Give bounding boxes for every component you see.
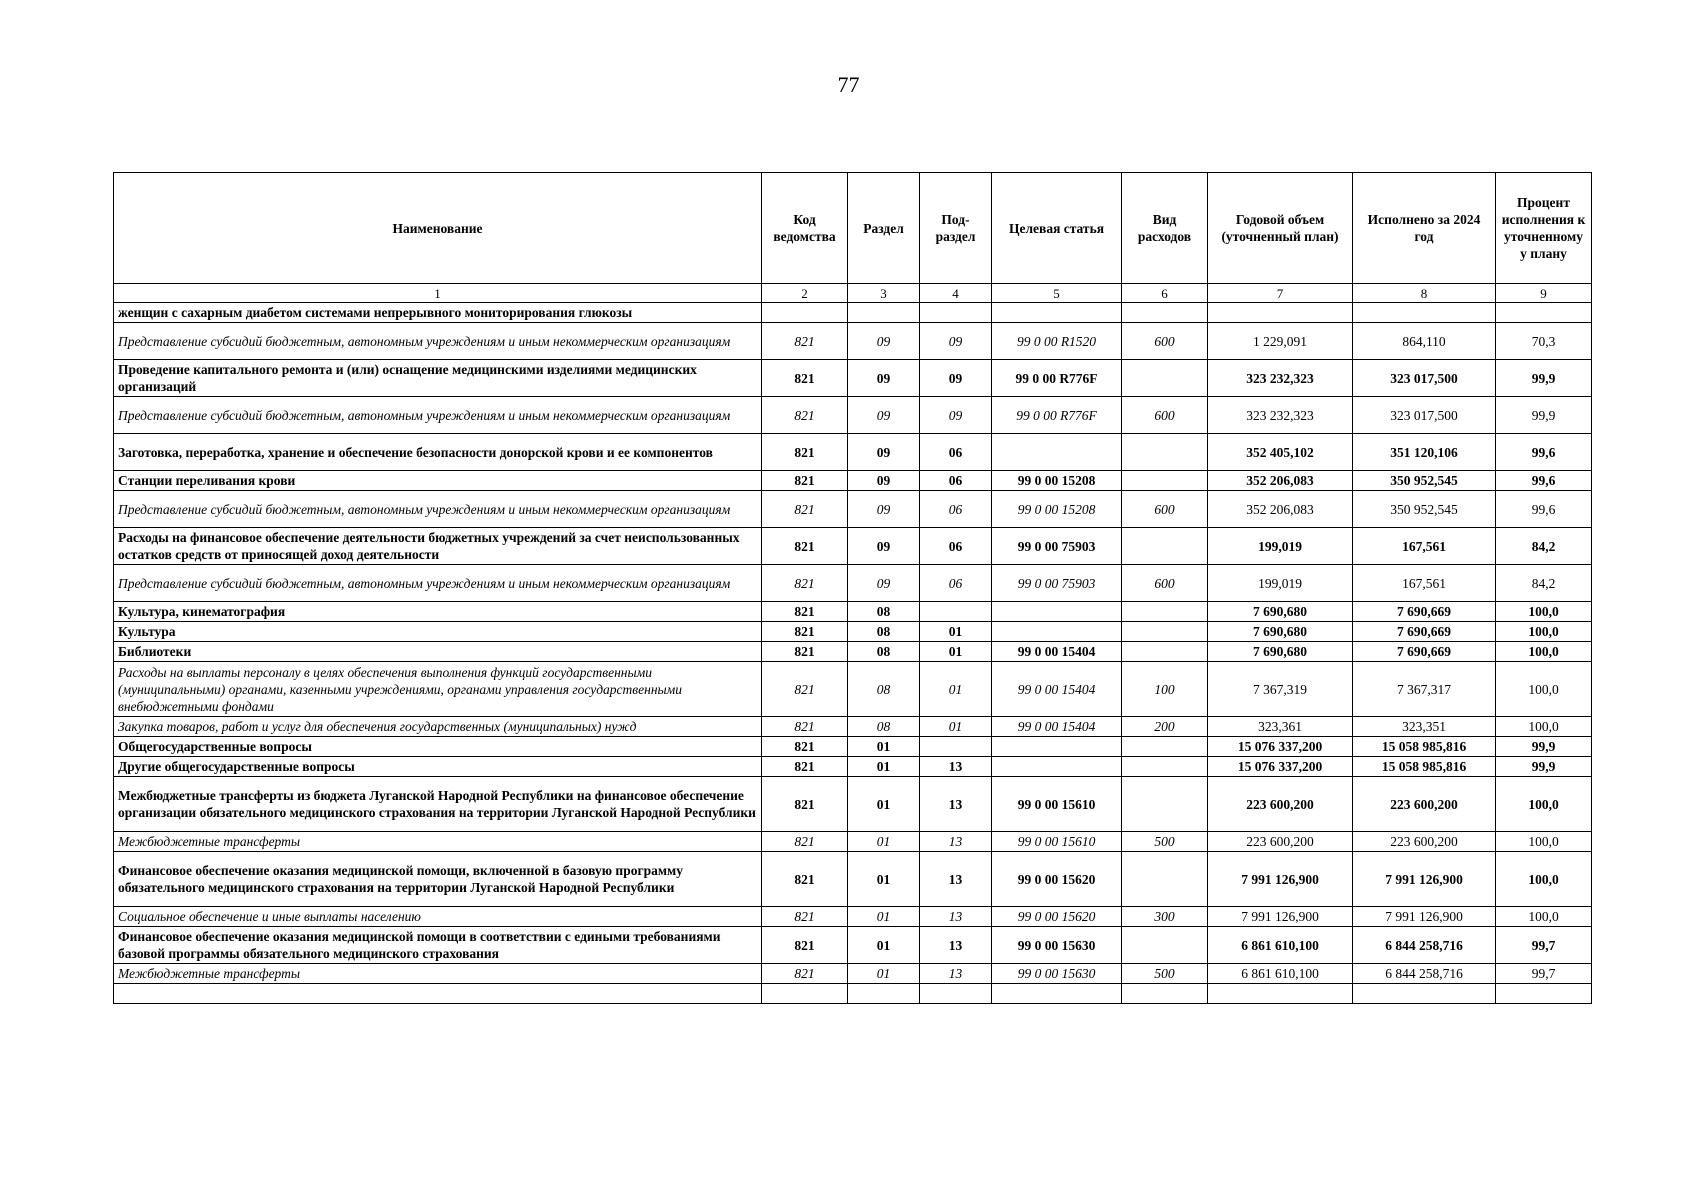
expense-type-cell: 300	[1122, 907, 1208, 927]
subsection-cell: 06	[920, 565, 992, 602]
target-article-cell	[992, 737, 1122, 757]
row-name-cell: Проведение капитального ремонта и (или) оснащение медицинскими изделиями медицинских организаций	[114, 360, 762, 397]
table-row	[114, 602, 1592, 622]
subsection-cell: 09	[920, 323, 992, 360]
row-name-cell: Социальное обеспечение и иные выплаты населению	[114, 907, 762, 927]
annual-plan-cell: 199,019	[1208, 565, 1353, 602]
section-cell: 01	[848, 757, 920, 777]
dept-code-cell: 821	[762, 852, 848, 907]
annual-plan-cell: 7 367,319	[1208, 662, 1353, 717]
empty-cell	[920, 984, 992, 1004]
empty-cell	[762, 984, 848, 1004]
row-name-cell: Расходы на финансовое обеспечение деятельности бюджетных учреждений за счет неиспользованных остатков средств от приносящей доход деятельности	[114, 528, 762, 565]
column-number: 8	[1353, 284, 1496, 303]
target-article-cell: 99 0 00 15630	[992, 964, 1122, 984]
executed-cell: 864,110	[1353, 323, 1496, 360]
executed-cell: 7 690,669	[1353, 642, 1496, 662]
column-number: 4	[920, 284, 992, 303]
header-subsection: Под-раздел	[920, 173, 992, 284]
table-row	[114, 927, 1592, 964]
percent-cell: 100,0	[1496, 852, 1592, 907]
subsection-cell: 13	[920, 927, 992, 964]
target-article-cell: 99 0 00 15620	[992, 852, 1122, 907]
header-pct: Процент исполнения к уточненному у плану	[1496, 173, 1592, 284]
empty-cell	[1496, 984, 1592, 1004]
percent-cell: 100,0	[1496, 717, 1592, 737]
dept-code-cell: 821	[762, 737, 848, 757]
row-name-cell: Финансовое обеспечение оказания медицинской помощи, включенной в базовую программу обязательного медицинского страхования на территории Луганской Народной Республики	[114, 852, 762, 907]
executed-cell: 323 017,500	[1353, 360, 1496, 397]
percent-cell: 100,0	[1496, 832, 1592, 852]
empty-cell	[1353, 984, 1496, 1004]
percent-cell: 99,9	[1496, 757, 1592, 777]
table-row	[114, 360, 1592, 397]
target-article-cell	[992, 757, 1122, 777]
annual-plan-cell: 1 229,091	[1208, 323, 1353, 360]
section-cell: 09	[848, 565, 920, 602]
table-row	[114, 757, 1592, 777]
executed-cell: 323,351	[1353, 717, 1496, 737]
annual-plan-cell: 323 232,323	[1208, 360, 1353, 397]
percent-cell: 70,3	[1496, 323, 1592, 360]
section-cell: 08	[848, 662, 920, 717]
row-name-cell: Представление субсидий бюджетным, автономным учреждениям и иным некоммерческим организациям	[114, 397, 762, 434]
subsection-cell: 01	[920, 662, 992, 717]
percent-cell: 99,9	[1496, 360, 1592, 397]
table-row	[114, 717, 1592, 737]
target-article-cell	[992, 622, 1122, 642]
target-article-cell: 99 0 00 15610	[992, 777, 1122, 832]
target-article-cell	[992, 303, 1122, 323]
dept-code-cell: 821	[762, 471, 848, 491]
empty-cell	[992, 984, 1122, 1004]
table-row	[114, 622, 1592, 642]
table-row	[114, 642, 1592, 662]
annual-plan-cell: 6 861 610,100	[1208, 927, 1353, 964]
column-number: 9	[1496, 284, 1592, 303]
percent-cell: 84,2	[1496, 565, 1592, 602]
annual-plan-cell: 323,361	[1208, 717, 1353, 737]
subsection-cell	[920, 737, 992, 757]
row-name-cell: Межбюджетные трансферты	[114, 832, 762, 852]
section-cell: 08	[848, 602, 920, 622]
dept-code-cell: 821	[762, 323, 848, 360]
row-name-cell: Другие общегосударственные вопросы	[114, 757, 762, 777]
percent-cell	[1496, 303, 1592, 323]
subsection-cell: 09	[920, 397, 992, 434]
empty-cell	[1208, 984, 1353, 1004]
row-name-cell: Закупка товаров, работ и услуг для обеспечения государственных (муниципальных) нужд	[114, 717, 762, 737]
subsection-cell: 06	[920, 491, 992, 528]
section-cell: 01	[848, 927, 920, 964]
executed-cell: 7 991 126,900	[1353, 907, 1496, 927]
table-row	[114, 737, 1592, 757]
dept-code-cell: 821	[762, 907, 848, 927]
section-cell: 09	[848, 471, 920, 491]
target-article-cell: 99 0 00 R776F	[992, 397, 1122, 434]
dept-code-cell: 821	[762, 927, 848, 964]
dept-code-cell: 821	[762, 565, 848, 602]
dept-code-cell: 821	[762, 717, 848, 737]
section-cell: 09	[848, 491, 920, 528]
table-row	[114, 471, 1592, 491]
target-article-cell: 99 0 00 15620	[992, 907, 1122, 927]
expense-type-cell	[1122, 303, 1208, 323]
table-row	[114, 662, 1592, 717]
expense-type-cell: 600	[1122, 323, 1208, 360]
column-number: 1	[114, 284, 762, 303]
page-number: 77	[837, 72, 860, 97]
section-cell: 08	[848, 622, 920, 642]
table-row	[114, 323, 1592, 360]
subsection-cell	[920, 303, 992, 323]
subsection-cell: 13	[920, 964, 992, 984]
executed-cell: 7 690,669	[1353, 622, 1496, 642]
table-row	[114, 832, 1592, 852]
expense-type-cell	[1122, 777, 1208, 832]
expense-type-cell	[1122, 852, 1208, 907]
executed-cell	[1353, 303, 1496, 323]
target-article-cell: 99 0 00 R776F	[992, 360, 1122, 397]
expense-type-cell: 200	[1122, 717, 1208, 737]
annual-plan-cell: 7 690,680	[1208, 642, 1353, 662]
target-article-cell	[992, 602, 1122, 622]
table-row	[114, 852, 1592, 907]
header-exptype: Вид расходов	[1122, 173, 1208, 284]
executed-cell: 350 952,545	[1353, 471, 1496, 491]
section-cell: 09	[848, 397, 920, 434]
section-cell: 08	[848, 642, 920, 662]
row-name-cell: Общегосударственные вопросы	[114, 737, 762, 757]
expense-type-cell: 600	[1122, 397, 1208, 434]
header-exec: Исполнено за 2024 год	[1353, 173, 1496, 284]
target-article-cell: 99 0 00 15630	[992, 927, 1122, 964]
section-cell: 01	[848, 852, 920, 907]
subsection-cell: 13	[920, 757, 992, 777]
row-name-cell: Заготовка, переработка, хранение и обеспечение безопасности донорской крови и ее компонентов	[114, 434, 762, 471]
row-name-cell: Культура, кинематография	[114, 602, 762, 622]
section-cell: 09	[848, 434, 920, 471]
subsection-cell	[920, 602, 992, 622]
annual-plan-cell: 7 991 126,900	[1208, 852, 1353, 907]
annual-plan-cell	[1208, 303, 1353, 323]
target-article-cell: 99 0 00 15208	[992, 491, 1122, 528]
subsection-cell: 13	[920, 777, 992, 832]
empty-cell	[1122, 984, 1208, 1004]
table-row	[114, 528, 1592, 565]
row-name-cell: Представление субсидий бюджетным, автономным учреждениям и иным некоммерческим организациям	[114, 565, 762, 602]
target-article-cell: 99 0 00 75903	[992, 565, 1122, 602]
target-article-cell: 99 0 00 R1520	[992, 323, 1122, 360]
dept-code-cell: 821	[762, 622, 848, 642]
annual-plan-cell: 352 206,083	[1208, 491, 1353, 528]
subsection-cell: 13	[920, 907, 992, 927]
row-name-cell: Финансовое обеспечение оказания медицинской помощи в соответствии с едиными требованиями базовой программы обязательного медицинского страхования	[114, 927, 762, 964]
section-cell: 01	[848, 777, 920, 832]
column-number: 5	[992, 284, 1122, 303]
expense-type-cell	[1122, 602, 1208, 622]
expense-type-cell: 600	[1122, 565, 1208, 602]
header-row	[114, 173, 1592, 284]
subsection-cell: 13	[920, 852, 992, 907]
executed-cell: 351 120,106	[1353, 434, 1496, 471]
target-article-cell: 99 0 00 15404	[992, 717, 1122, 737]
table-row	[114, 397, 1592, 434]
executed-cell: 350 952,545	[1353, 491, 1496, 528]
annual-plan-cell: 15 076 337,200	[1208, 737, 1353, 757]
percent-cell: 100,0	[1496, 642, 1592, 662]
target-article-cell: 99 0 00 15404	[992, 662, 1122, 717]
percent-cell: 99,9	[1496, 397, 1592, 434]
percent-cell: 99,9	[1496, 737, 1592, 757]
expense-type-cell: 600	[1122, 491, 1208, 528]
percent-cell: 100,0	[1496, 622, 1592, 642]
dept-code-cell: 821	[762, 528, 848, 565]
subsection-cell: 06	[920, 528, 992, 565]
annual-plan-cell: 352 206,083	[1208, 471, 1353, 491]
dept-code-cell: 821	[762, 360, 848, 397]
row-name-cell: Станции переливания крови	[114, 471, 762, 491]
percent-cell: 99,6	[1496, 491, 1592, 528]
percent-cell: 100,0	[1496, 777, 1592, 832]
subsection-cell: 01	[920, 622, 992, 642]
executed-cell: 7 991 126,900	[1353, 852, 1496, 907]
empty-cell	[848, 984, 920, 1004]
executed-cell: 6 844 258,716	[1353, 964, 1496, 984]
executed-cell: 223 600,200	[1353, 777, 1496, 832]
annual-plan-cell: 7 690,680	[1208, 602, 1353, 622]
dept-code-cell	[762, 303, 848, 323]
annual-plan-cell: 199,019	[1208, 528, 1353, 565]
budget-execution-table	[113, 172, 1592, 1004]
row-name-cell: Межбюджетные трансферты из бюджета Луганской Народной Республики на финансовое обеспечение организации обязательного медицинского страхования на территории Луганской Народной Республики	[114, 777, 762, 832]
executed-cell: 7 367,317	[1353, 662, 1496, 717]
subsection-cell: 06	[920, 434, 992, 471]
dept-code-cell: 821	[762, 642, 848, 662]
percent-cell: 99,7	[1496, 964, 1592, 984]
annual-plan-cell: 352 405,102	[1208, 434, 1353, 471]
dept-code-cell: 821	[762, 397, 848, 434]
row-name-cell: Расходы на выплаты персоналу в целях обеспечения выполнения функций государственными (муниципальными) органами, казенными учреждениями, органами управления государственными внебюджетными фондами	[114, 662, 762, 717]
annual-plan-cell: 7 690,680	[1208, 622, 1353, 642]
percent-cell: 100,0	[1496, 602, 1592, 622]
table-row	[114, 964, 1592, 984]
target-article-cell: 99 0 00 15208	[992, 471, 1122, 491]
expense-type-cell: 100	[1122, 662, 1208, 717]
expense-type-cell: 500	[1122, 832, 1208, 852]
column-number: 7	[1208, 284, 1353, 303]
empty-cell	[114, 984, 762, 1004]
expense-type-cell	[1122, 528, 1208, 565]
dept-code-cell: 821	[762, 491, 848, 528]
dept-code-cell: 821	[762, 757, 848, 777]
section-cell: 01	[848, 964, 920, 984]
target-article-cell: 99 0 00 75903	[992, 528, 1122, 565]
expense-type-cell	[1122, 927, 1208, 964]
section-cell	[848, 303, 920, 323]
executed-cell: 15 058 985,816	[1353, 737, 1496, 757]
expense-type-cell	[1122, 471, 1208, 491]
row-name-cell: Межбюджетные трансферты	[114, 964, 762, 984]
table-row	[114, 777, 1592, 832]
subsection-cell: 06	[920, 471, 992, 491]
dept-code-cell: 821	[762, 602, 848, 622]
annual-plan-cell: 15 076 337,200	[1208, 757, 1353, 777]
section-cell: 01	[848, 737, 920, 757]
section-cell: 09	[848, 323, 920, 360]
table-row	[114, 434, 1592, 471]
expense-type-cell	[1122, 434, 1208, 471]
section-cell: 01	[848, 907, 920, 927]
header-name: Наименование	[114, 173, 762, 284]
header-plan: Годовой объем (уточненный план)	[1208, 173, 1353, 284]
subsection-cell: 01	[920, 717, 992, 737]
target-article-cell: 99 0 00 15404	[992, 642, 1122, 662]
column-number: 3	[848, 284, 920, 303]
column-number: 6	[1122, 284, 1208, 303]
empty-row	[114, 984, 1592, 1004]
percent-cell: 84,2	[1496, 528, 1592, 565]
annual-plan-cell: 223 600,200	[1208, 832, 1353, 852]
annual-plan-cell: 323 232,323	[1208, 397, 1353, 434]
percent-cell: 99,6	[1496, 471, 1592, 491]
header-section: Раздел	[848, 173, 920, 284]
dept-code-cell: 821	[762, 662, 848, 717]
section-cell: 09	[848, 528, 920, 565]
column-number-row	[114, 284, 1592, 303]
row-name-cell: женщин с сахарным диабетом системами непрерывного мониторирования глюкозы	[114, 303, 762, 323]
expense-type-cell	[1122, 642, 1208, 662]
percent-cell: 100,0	[1496, 662, 1592, 717]
table-row	[114, 303, 1592, 323]
expense-type-cell	[1122, 622, 1208, 642]
section-cell: 01	[848, 832, 920, 852]
executed-cell: 6 844 258,716	[1353, 927, 1496, 964]
subsection-cell: 13	[920, 832, 992, 852]
row-name-cell: Представление субсидий бюджетным, автономным учреждениям и иным некоммерческим организациям	[114, 491, 762, 528]
header-target: Целевая статья	[992, 173, 1122, 284]
target-article-cell: 99 0 00 15610	[992, 832, 1122, 852]
executed-cell: 167,561	[1353, 565, 1496, 602]
target-article-cell	[992, 434, 1122, 471]
dept-code-cell: 821	[762, 777, 848, 832]
section-cell: 09	[848, 360, 920, 397]
expense-type-cell	[1122, 757, 1208, 777]
table-row	[114, 565, 1592, 602]
dept-code-cell: 821	[762, 832, 848, 852]
executed-cell: 7 690,669	[1353, 602, 1496, 622]
dept-code-cell: 821	[762, 964, 848, 984]
row-name-cell: Библиотеки	[114, 642, 762, 662]
expense-type-cell: 500	[1122, 964, 1208, 984]
row-name-cell: Культура	[114, 622, 762, 642]
percent-cell: 99,7	[1496, 927, 1592, 964]
dept-code-cell: 821	[762, 434, 848, 471]
executed-cell: 323 017,500	[1353, 397, 1496, 434]
executed-cell: 15 058 985,816	[1353, 757, 1496, 777]
table-row	[114, 907, 1592, 927]
annual-plan-cell: 223 600,200	[1208, 777, 1353, 832]
subsection-cell: 01	[920, 642, 992, 662]
percent-cell: 99,6	[1496, 434, 1592, 471]
percent-cell: 100,0	[1496, 907, 1592, 927]
subsection-cell: 09	[920, 360, 992, 397]
row-name-cell: Представление субсидий бюджетным, автономным учреждениям и иным некоммерческим организациям	[114, 323, 762, 360]
annual-plan-cell: 7 991 126,900	[1208, 907, 1353, 927]
annual-plan-cell: 6 861 610,100	[1208, 964, 1353, 984]
expense-type-cell	[1122, 737, 1208, 757]
executed-cell: 223 600,200	[1353, 832, 1496, 852]
section-cell: 08	[848, 717, 920, 737]
header-dept: Код ведомства	[762, 173, 848, 284]
executed-cell: 167,561	[1353, 528, 1496, 565]
column-number: 2	[762, 284, 848, 303]
table-row	[114, 491, 1592, 528]
expense-type-cell	[1122, 360, 1208, 397]
